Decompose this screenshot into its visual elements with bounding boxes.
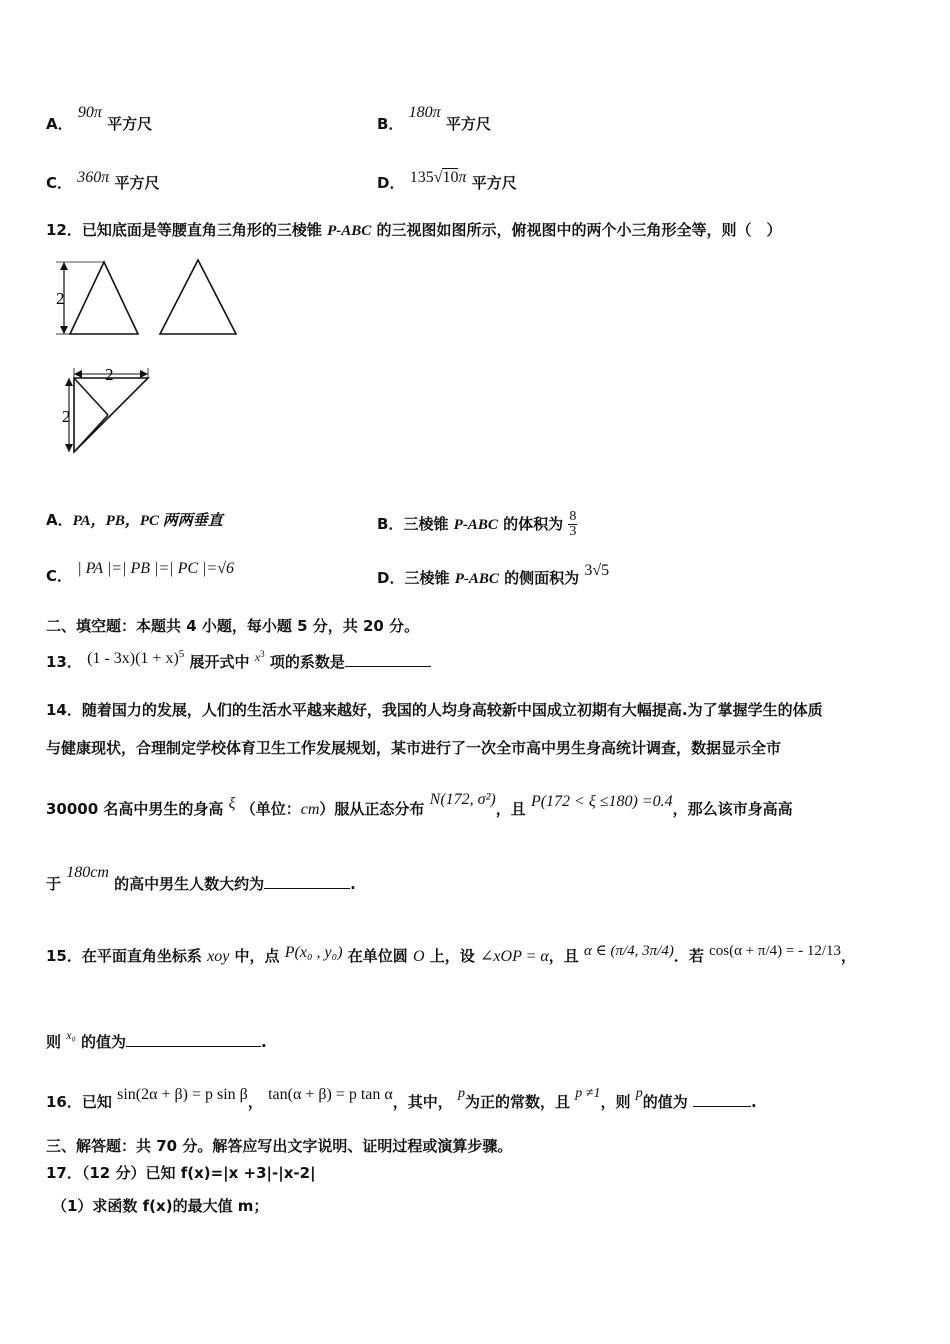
question-14-line-3: 30000 名高中男生的身高 ξ （单位：cm）服从正态分布 N(172, σ²)，且 P(172 < ξ ≤180) =0.4，那么该市身高高: [46, 791, 793, 818]
question-15-line-2: 则 $^{x_0}$ 的值为 .: [46, 1028, 267, 1051]
question-12-stem: 12．已知底面是等腰直角三角形的三棱锥 P-ABC 的三视图如图所示，俯视图中的两个小三角形全等，则（ ）: [46, 221, 782, 239]
front-view-triangle: [70, 262, 138, 334]
option-expression: | PA |=| PB |=| PC |=√6: [77, 560, 234, 577]
option-label: A．: [46, 115, 73, 133]
arrow-right-icon: [140, 370, 148, 378]
q12-option-d: D．三棱锥 P-ABC 的侧面积为 3√5: [377, 562, 610, 587]
option-b-row: [377, 104, 491, 135]
option-d-row: [377, 169, 517, 194]
arrow-down-icon: [65, 444, 73, 452]
option-unit: 平方尺: [114, 174, 160, 192]
answer-blank[interactable]: [264, 874, 350, 889]
option-unit: 平方尺: [471, 174, 517, 192]
three-view-diagram: [52, 256, 252, 466]
question-17-title: 17．（12 分）已知 f(x)=|x +3|-|x-2|: [46, 1164, 316, 1182]
arrow-down-icon: [60, 326, 68, 334]
section-2-heading: 二、填空题：本题共 4 小题，每小题 5 分，共 20 分。: [46, 617, 420, 635]
side-view-triangle: [160, 260, 236, 334]
option-expression: 135√10π: [409, 169, 467, 186]
front-view-height-label: 2: [56, 289, 65, 308]
section-3-heading: 三、解答题：共 70 分。解答应写出文字说明、证明过程或演算步骤。: [46, 1137, 513, 1155]
answer-blank[interactable]: [345, 652, 431, 667]
top-view-inner-line: [74, 378, 108, 415]
option-label: D．: [377, 174, 405, 192]
question-13: 13． $(1 - 3x)(1 + x)^5$ 展开式中 $^{x3}$ 项的系数是: [46, 652, 431, 674]
arrow-up-icon: [60, 262, 68, 270]
option-unit: 平方尺: [445, 115, 491, 133]
question-17-part-1: （1）求函数 f(x)的最大值 m；: [52, 1197, 269, 1215]
option-label: C．: [46, 174, 73, 192]
option-expression: 3√5: [584, 562, 610, 579]
q12-option-b: B．三棱锥 P-ABC 的体积为 $\frac{8}{3}$: [377, 509, 577, 539]
q12-option-a: A．PA，PB，PC 两两垂直: [46, 511, 223, 529]
question-14-line-1: 14．随着国力的发展，人们的生活水平越来越好，我国的人均身高较新中国成立初期有大幅提高.为了掌握学生的体质: [46, 701, 823, 719]
question-14-line-2: 与健康现状，合理制定学校体育卫生工作发展规划，某市进行了一次全市高中男生身高统计调查，数据显示全市: [46, 739, 782, 757]
top-view-inner-line: [74, 415, 108, 452]
volume-fraction: $\frac{8}{3}$: [569, 509, 577, 539]
option-unit: 平方尺: [107, 115, 153, 133]
option-expression: 180π: [408, 104, 441, 121]
question-16: 16．已知 sin(2α + β) = p sin β， tan(α + β) = p tan α，其中， p为正的常数，且 p ≠1，则 p的值为 .: [46, 1086, 757, 1111]
option-a-row: [46, 104, 153, 135]
arrow-up-icon: [65, 378, 73, 386]
question-15-line-1: 15．在平面直角坐标系 xoy 中，点 P(x₀ , y₀) 在单位圆 O 上，设 ∠xOP = α，且 α ∈ (π/4, 3π/4)．若 cos(α + π/4) = - 12/13，: [46, 943, 857, 965]
arrow-left-icon: [74, 370, 82, 378]
option-c-row: [46, 169, 160, 194]
top-view-width-label: 2: [105, 365, 114, 384]
answer-blank[interactable]: [126, 1032, 261, 1047]
option-expression: 90π: [77, 104, 102, 121]
answer-blank[interactable]: [693, 1092, 751, 1107]
q12-option-c: C． | PA |=| PB |=| PC |=√6: [46, 560, 234, 585]
option-expression: 360π: [77, 169, 110, 186]
top-view-height-label: 2: [62, 407, 71, 426]
option-label: B．: [377, 115, 404, 133]
question-14-line-4: 于 180cm 的高中男生人数大约为 .: [46, 864, 356, 893]
